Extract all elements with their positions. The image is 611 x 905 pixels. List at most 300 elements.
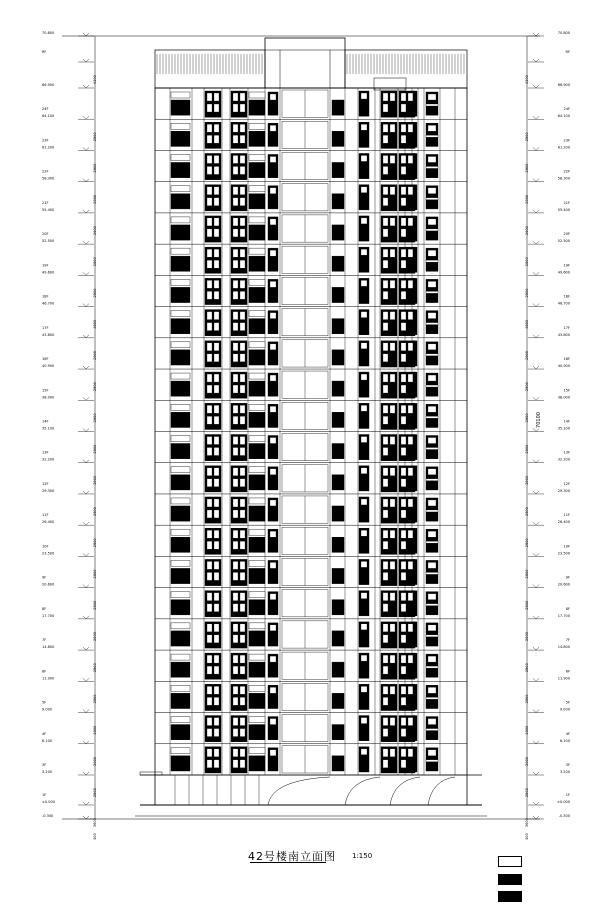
door-glass — [233, 686, 238, 694]
balcony-panel-left — [171, 162, 190, 177]
door-glass — [401, 93, 406, 101]
door-glass — [383, 448, 388, 456]
door-glass — [233, 510, 238, 518]
door-glass — [233, 729, 238, 737]
door-glass — [240, 593, 245, 601]
core-window-glass — [270, 250, 276, 256]
door-glass — [207, 291, 212, 299]
level-elevation: 55.400 — [557, 207, 570, 212]
door-glass — [214, 697, 219, 705]
door-glass — [233, 666, 238, 674]
level-tag: 6F — [42, 669, 47, 674]
door-glass — [233, 593, 238, 601]
window-mid-left — [249, 186, 265, 192]
door-glass — [401, 593, 406, 601]
door-glass — [390, 437, 395, 445]
door-glass — [214, 291, 219, 299]
door-glass — [207, 374, 212, 382]
level-tag: 12F — [563, 481, 570, 486]
level-tag: 16F — [563, 357, 570, 362]
window-left — [171, 654, 190, 660]
level-marker — [83, 210, 89, 213]
legend-swatch-black — [498, 891, 522, 902]
balcony-panel-mid-left — [249, 600, 265, 615]
door-glass — [390, 155, 395, 163]
window-right-glass — [428, 719, 436, 725]
level-elevation: 3.200 — [559, 770, 570, 774]
level-marker — [83, 678, 89, 681]
level-tag: 1F — [42, 793, 47, 797]
window-mid-left — [249, 623, 265, 629]
door-glass — [383, 510, 388, 518]
level-marker — [533, 272, 539, 275]
slit-window — [413, 466, 417, 491]
door-glass — [207, 530, 212, 538]
level-elevation: 61.200 — [557, 145, 570, 150]
level-dimension: 2900 — [525, 694, 529, 704]
level-dimension: 2900 — [525, 226, 529, 235]
balcony-panel-mid-right — [332, 506, 344, 521]
balcony-panel-mid-left — [249, 475, 265, 490]
right-level-11 — [525, 357, 570, 391]
balcony-panel-left — [171, 444, 190, 459]
door-glass — [383, 260, 388, 268]
door-glass — [214, 405, 219, 413]
door-glass — [383, 624, 388, 632]
door-glass — [207, 697, 212, 705]
balcony-panel-mid-left — [249, 662, 265, 677]
level-dimension: 2900 — [93, 132, 97, 142]
door-glass — [401, 499, 406, 507]
level-dimension: 2900 — [93, 538, 97, 548]
slit-window — [413, 435, 417, 460]
balcony-panel-mid-left — [249, 194, 265, 209]
level-elevation: 35.100 — [42, 426, 55, 431]
slit-window — [413, 153, 417, 178]
door-glass — [401, 354, 406, 362]
level-dimension: 2900 — [525, 788, 529, 798]
door-glass — [401, 686, 406, 694]
level-tag: 24F — [563, 107, 570, 112]
right-level-20 — [525, 638, 570, 672]
level-tag: 4F — [42, 731, 47, 736]
window-right-glass — [428, 375, 436, 381]
door-glass — [383, 104, 388, 112]
right-level-22 — [525, 701, 570, 735]
entrance-curve — [390, 777, 420, 805]
door-glass — [207, 229, 212, 237]
door-glass — [383, 760, 388, 768]
door-glass — [383, 718, 388, 726]
door-glass — [401, 510, 406, 518]
level-dimension: 3600 — [93, 818, 97, 828]
window-mid-left — [249, 279, 265, 285]
door-glass — [408, 437, 413, 445]
level-elevation: 43.800 — [557, 332, 570, 337]
door-glass — [408, 686, 413, 694]
door-glass — [408, 218, 413, 226]
floor-row — [155, 150, 467, 179]
slit-window — [413, 185, 417, 210]
level-tag: 12F — [42, 481, 49, 486]
door-glass — [408, 530, 413, 538]
level-tag: 22F — [42, 169, 49, 174]
door-glass — [214, 198, 219, 206]
balcony-panel-mid-left — [249, 537, 265, 552]
window-slim-glass — [361, 405, 367, 411]
door-glass — [214, 374, 219, 382]
level-marker — [533, 116, 539, 119]
door-glass — [401, 468, 406, 476]
sill — [426, 541, 438, 543]
left-level-1 — [42, 50, 97, 84]
entrance-curve — [345, 777, 380, 805]
door-glass — [383, 468, 388, 476]
door-glass — [233, 343, 238, 351]
door-glass — [383, 166, 388, 174]
level-elevation: 23.500 — [42, 551, 55, 556]
level-dimension: 2900 — [525, 444, 529, 454]
door-glass — [401, 249, 406, 257]
door-glass — [383, 697, 388, 705]
balcony-panel-mid-right — [332, 475, 344, 490]
level-marker — [83, 816, 89, 819]
door-glass — [408, 93, 413, 101]
canopy — [140, 772, 162, 775]
window-left — [171, 685, 190, 691]
door-glass — [214, 218, 219, 226]
door-glass — [401, 323, 406, 331]
window-slim-glass — [361, 749, 367, 755]
level-dimension: 2900 — [93, 507, 97, 517]
door-glass — [408, 593, 413, 601]
level-dimension: 2900 — [93, 694, 97, 704]
door-glass — [401, 718, 406, 726]
door-glass — [390, 343, 395, 351]
level-tag: 9F — [565, 575, 570, 580]
level-marker — [533, 772, 539, 775]
level-marker — [83, 33, 89, 36]
door-glass — [240, 374, 245, 382]
balcony-panel-left — [171, 350, 190, 365]
door-glass — [240, 561, 245, 569]
window-slim-glass — [361, 561, 367, 567]
window-slim-glass — [361, 93, 367, 99]
door-glass — [207, 198, 212, 206]
door-glass — [214, 437, 219, 445]
window-left — [171, 123, 190, 129]
door-glass — [383, 593, 388, 601]
level-marker — [533, 397, 539, 400]
core-window-glass — [270, 344, 276, 350]
balcony-panel-mid-right — [332, 756, 344, 771]
balcony-panel-mid-right — [332, 287, 344, 302]
balcony-panel-left — [171, 631, 190, 646]
door-glass — [408, 561, 413, 569]
balcony-panel-mid-left — [249, 350, 265, 365]
door-glass — [240, 499, 245, 507]
level-marker — [83, 429, 89, 432]
level-tag: RF — [565, 50, 570, 54]
door-glass — [233, 187, 238, 195]
door-glass — [240, 655, 245, 663]
door-glass — [383, 93, 388, 101]
balcony-panel-mid-left — [249, 725, 265, 740]
door-glass — [207, 354, 212, 362]
balcony-panel-mid-left — [249, 131, 265, 146]
door-glass — [240, 729, 245, 737]
door-glass — [383, 530, 388, 538]
window-mid-left — [249, 436, 265, 442]
sill — [426, 604, 438, 606]
window-left — [171, 529, 190, 535]
level-elevation: 49.600 — [42, 270, 55, 275]
right-level-18 — [525, 576, 570, 610]
level-dimension: 2900 — [525, 413, 529, 423]
door-glass — [383, 280, 388, 288]
door-glass — [207, 104, 212, 112]
door-glass — [401, 218, 406, 226]
level-dimension: 2900 — [93, 600, 97, 610]
door-glass — [233, 530, 238, 538]
door-glass — [383, 749, 388, 757]
door-glass — [401, 405, 406, 413]
balcony-panel-mid-right — [332, 256, 344, 271]
left-level-11 — [42, 357, 97, 391]
door-glass — [207, 93, 212, 101]
sill — [426, 666, 438, 668]
balcony-panel-mid-right — [332, 131, 344, 146]
balcony-panel-mid-left — [249, 225, 265, 240]
door-glass — [207, 718, 212, 726]
door-glass — [390, 655, 395, 663]
door-glass — [233, 655, 238, 663]
balcony-panel-mid-right — [332, 693, 344, 708]
balcony-panel-mid-right — [332, 162, 344, 177]
left-level-18 — [42, 576, 97, 610]
level-marker — [533, 585, 539, 588]
slit-window — [413, 310, 417, 335]
left-level-14 — [42, 451, 97, 485]
door-glass — [240, 280, 245, 288]
door-glass — [408, 468, 413, 476]
balcony-panel-mid-right — [332, 319, 344, 334]
door-glass — [233, 604, 238, 612]
door-glass — [233, 749, 238, 757]
level-tag: 13F — [563, 450, 570, 455]
window-mid-left — [249, 123, 265, 129]
door-glass — [240, 198, 245, 206]
door-glass — [240, 260, 245, 268]
floor-row — [155, 744, 467, 773]
door-glass — [383, 135, 388, 143]
door-glass — [214, 760, 219, 768]
level-elevation: 11.900 — [42, 676, 55, 681]
right-level-23 — [525, 732, 570, 766]
door-glass — [233, 479, 238, 487]
legend-swatch-white — [498, 856, 522, 867]
window-slim-glass — [361, 437, 367, 443]
door-glass — [207, 749, 212, 757]
level-marker — [83, 116, 89, 119]
door-glass — [214, 718, 219, 726]
door-glass — [240, 468, 245, 476]
level-elevation: 70.800 — [557, 31, 570, 35]
door-glass — [214, 155, 219, 163]
door-glass — [214, 187, 219, 195]
level-elevation: 64.100 — [42, 114, 55, 119]
balcony-panel-mid-right — [332, 600, 344, 615]
door-glass — [408, 312, 413, 320]
window-left — [171, 404, 190, 410]
door-glass — [408, 655, 413, 663]
window-right-glass — [428, 687, 436, 693]
level-elevation: 64.100 — [557, 114, 570, 119]
door-glass — [401, 530, 406, 538]
door-glass — [383, 635, 388, 643]
door-glass — [401, 187, 406, 195]
balcony-panel-left — [171, 319, 190, 334]
door-glass — [408, 499, 413, 507]
level-elevation: 29.300 — [557, 488, 570, 493]
sill — [426, 697, 438, 699]
level-elevation: 32.200 — [42, 457, 55, 462]
door-glass — [233, 760, 238, 768]
level-marker — [533, 802, 539, 805]
sill — [426, 385, 438, 387]
left-level-8 — [42, 263, 97, 297]
level-tag: 22F — [563, 169, 570, 174]
door-glass — [383, 655, 388, 663]
level-dimension: 2900 — [93, 257, 97, 267]
window-slim-glass — [361, 343, 367, 349]
balcony-panel-mid-right — [332, 631, 344, 646]
left-level-13 — [42, 420, 97, 454]
window-mid-left — [249, 154, 265, 160]
window-mid-left — [249, 685, 265, 691]
level-elevation: 9.000 — [42, 707, 53, 712]
door-glass — [383, 155, 388, 163]
door-glass — [401, 448, 406, 456]
door-glass — [207, 666, 212, 674]
door-glass — [383, 561, 388, 569]
window-left — [171, 92, 190, 98]
door-glass — [401, 374, 406, 382]
level-dimension: 2900 — [525, 632, 529, 641]
floor-row — [155, 650, 467, 679]
door-glass — [233, 718, 238, 726]
window-slim-glass — [361, 499, 367, 505]
level-marker — [533, 59, 539, 62]
right-level-19 — [525, 607, 570, 641]
door-glass — [240, 104, 245, 112]
door-glass — [383, 249, 388, 257]
door-glass — [207, 541, 212, 549]
door-glass — [383, 291, 388, 299]
floor-row — [155, 494, 467, 523]
door-glass — [240, 218, 245, 226]
right-level-10 — [525, 326, 570, 360]
left-level-4 — [42, 138, 97, 172]
door-glass — [233, 229, 238, 237]
balcony-panel-mid-left — [249, 287, 265, 302]
door-glass — [214, 479, 219, 487]
left-level-20 — [42, 638, 97, 672]
door-glass — [207, 624, 212, 632]
door-glass — [401, 479, 406, 487]
door-glass — [214, 385, 219, 393]
door-glass — [383, 604, 388, 612]
balcony-panel-left — [171, 412, 190, 427]
level-dimension: 3600 — [525, 818, 529, 828]
slit-window — [413, 247, 417, 272]
door-glass — [240, 155, 245, 163]
level-elevation: 11.900 — [557, 676, 570, 681]
door-glass — [233, 93, 238, 101]
door-glass — [240, 166, 245, 174]
door-glass — [214, 135, 219, 143]
door-glass — [240, 323, 245, 331]
door-glass — [401, 260, 406, 268]
balcony-panel-mid-left — [249, 506, 265, 521]
building-facade — [62, 36, 540, 819]
door-glass — [401, 729, 406, 737]
level-marker — [83, 772, 89, 775]
window-right-glass — [428, 94, 436, 100]
core-window-glass — [270, 219, 276, 225]
door-glass — [383, 666, 388, 674]
left-level-12 — [42, 388, 97, 422]
level-tag: 7F — [42, 638, 47, 643]
door-glass — [240, 572, 245, 580]
window-right-glass — [428, 125, 436, 131]
door-glass — [214, 624, 219, 632]
door-glass — [233, 198, 238, 206]
level-marker — [83, 585, 89, 588]
left-level-24 — [42, 763, 97, 797]
sill — [426, 760, 438, 762]
balcony-panel-left — [171, 287, 190, 302]
slit-window — [413, 91, 417, 116]
door-glass — [383, 198, 388, 206]
level-marker — [533, 241, 539, 244]
level-marker — [533, 429, 539, 432]
door-glass — [383, 437, 388, 445]
window-left — [171, 373, 190, 379]
door-glass — [214, 280, 219, 288]
level-dimension: 2900 — [93, 663, 97, 673]
level-tag: 16F — [42, 357, 49, 362]
door-glass — [401, 666, 406, 674]
slit-window — [413, 622, 417, 647]
level-tag: 11F — [42, 513, 49, 518]
core-window-glass — [270, 125, 276, 131]
window-right-glass — [428, 250, 436, 256]
core-window-glass — [270, 625, 276, 631]
level-tag: 15F — [563, 388, 570, 393]
level-marker — [533, 147, 539, 150]
door-glass — [214, 260, 219, 268]
floor-row — [155, 525, 467, 554]
door-glass — [233, 697, 238, 705]
door-glass — [383, 323, 388, 331]
door-glass — [390, 374, 395, 382]
level-tag: 10F — [563, 544, 570, 549]
level-elevation: 66.900 — [557, 83, 570, 87]
door-glass — [401, 635, 406, 643]
door-glass — [207, 218, 212, 226]
slit-window — [413, 747, 417, 772]
